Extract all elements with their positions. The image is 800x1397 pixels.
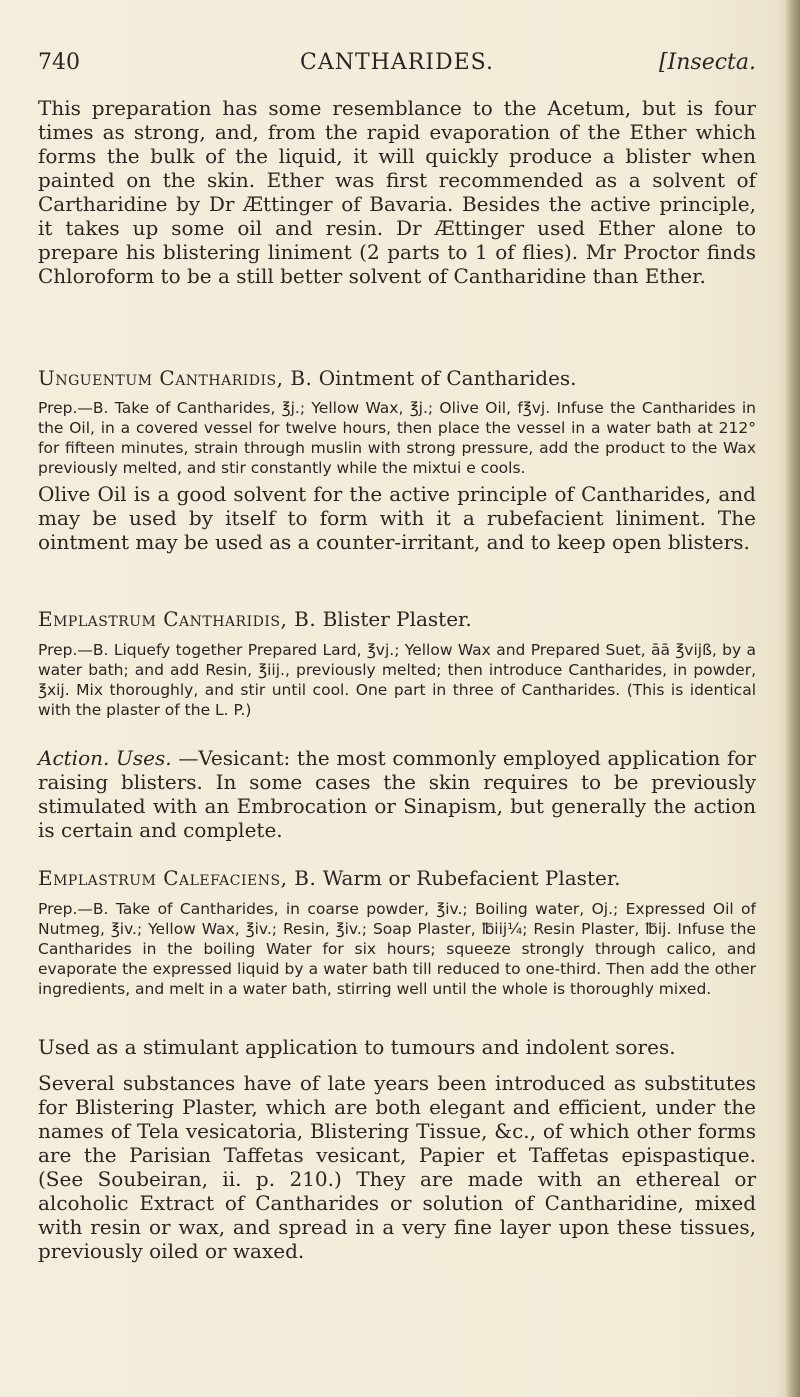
intro-paragraph: This preparation has some resemblance to the Acetum, but is four times as strong, and, from the rapid evaporation of the Ether which forms the bulk of the liquid, it will quickly produce a blister when painted on the skin. Ether was first recommended as a solvent of Cartharidine by Dr Ættinger of Bavaria. Besides the active principle, it takes up some oil and resin. Dr Ættinger used Ether alone to prepare his blistering liniment (2 parts to 1 of flies). Mr Proctor finds Chloroform to be a still better solvent of Cantharidine than Ether. <box>38 96 756 288</box>
action-uses: Action. Uses. —Vesicant: the most commonly employed application for raising blisters. In some cases the skin requires to be previously stimulated with an Embrocation or Sinapism, but generally the action is certain and complete. <box>38 746 756 842</box>
page-edge <box>786 0 800 1397</box>
substitutes-paragraph: Several substances have of late years been introduced as substitutes for Blistering Plaster, which are both elegant and efficient, under the names of Tela vesicatoria, Blistering Tissue, &c., of which other forms are the Parisian Taffetas vesicant, Papier et Taffetas epispastique. (See Soubeiran, ii. p. 210.) They are made with an ethereal or alcoholic Extract of Cantharides or solution of Cantharidine, mixed with resin or wax, and spread in a very fine layer upon these tissues, previously oiled or waxed. <box>38 1071 756 1263</box>
running-head: CANTHARIDES. <box>300 50 494 75</box>
emplastrum-prep: Prep.—B. Liquefy together Prepared Lard, ℥vj.; Yellow Wax and Prepared Suet, āā ℥vijß, by a water bath; and add Resin, ℥iij., previously melted; then introduce Cantharides, in powder, ℥xij. Mix thoroughly, and stir until cool. One part in three of Cantharides. (This is identical with the plaster of the L. P.) <box>38 641 756 719</box>
page-number: 740 <box>38 50 80 75</box>
calefaciens-use: Used as a stimulant application to tumours and indolent sores. <box>38 1035 676 1059</box>
unguentum-prep: Prep.—B. Take of Cantharides, ℥j.; Yellow Wax, ℥j.; Olive Oil, f℥vj. Infuse the Cantharides in the Oil, in a covered vessel for twelve hours, then place the vessel in a water bath at 212° for fifteen minutes, strain through muslin with strong pressure, add the product to the Wax previously melted, and stir constantly while the mixtui e cools. <box>38 399 756 477</box>
calefaciens-prep: Prep.—B. Take of Cantharides, in coarse powder, ℥iv.; Boiling water, Oj.; Expressed Oil of Nutmeg, ℥iv.; Yellow Wax, ℥iv.; Resin, ℥iv.; Soap Plaster, ℔iij¼; Resin Plaster, ℔ij. Infuse the Cantharides in the boiling Water for six hours; squeeze strongly through calico, and evaporate the expressed liquid by a water bath till reduced to one-third. Then add the other ingredients, and melt in a water bath, stirring well until the whole is thoroughly mixed. <box>38 900 756 998</box>
unguentum-notes: Olive Oil is a good solvent for the active principle of Cantharides, and may be used by itself to form with it a rubefacient liniment. The ointment may be used as a counter-irritant, and to keep open blisters. <box>38 482 756 554</box>
unguentum-heading: Unguentum Cantharidis, B. Ointment of Cantharides. <box>38 366 577 390</box>
emplastrum-heading: Emplastrum Cantharidis, B. Blister Plaster. <box>38 607 472 631</box>
page-header <box>38 50 756 80</box>
section-tag: [Insecta. <box>658 50 756 75</box>
calefaciens-heading: Emplastrum Calefaciens, B. Warm or Rubefacient Plaster. <box>38 866 621 890</box>
